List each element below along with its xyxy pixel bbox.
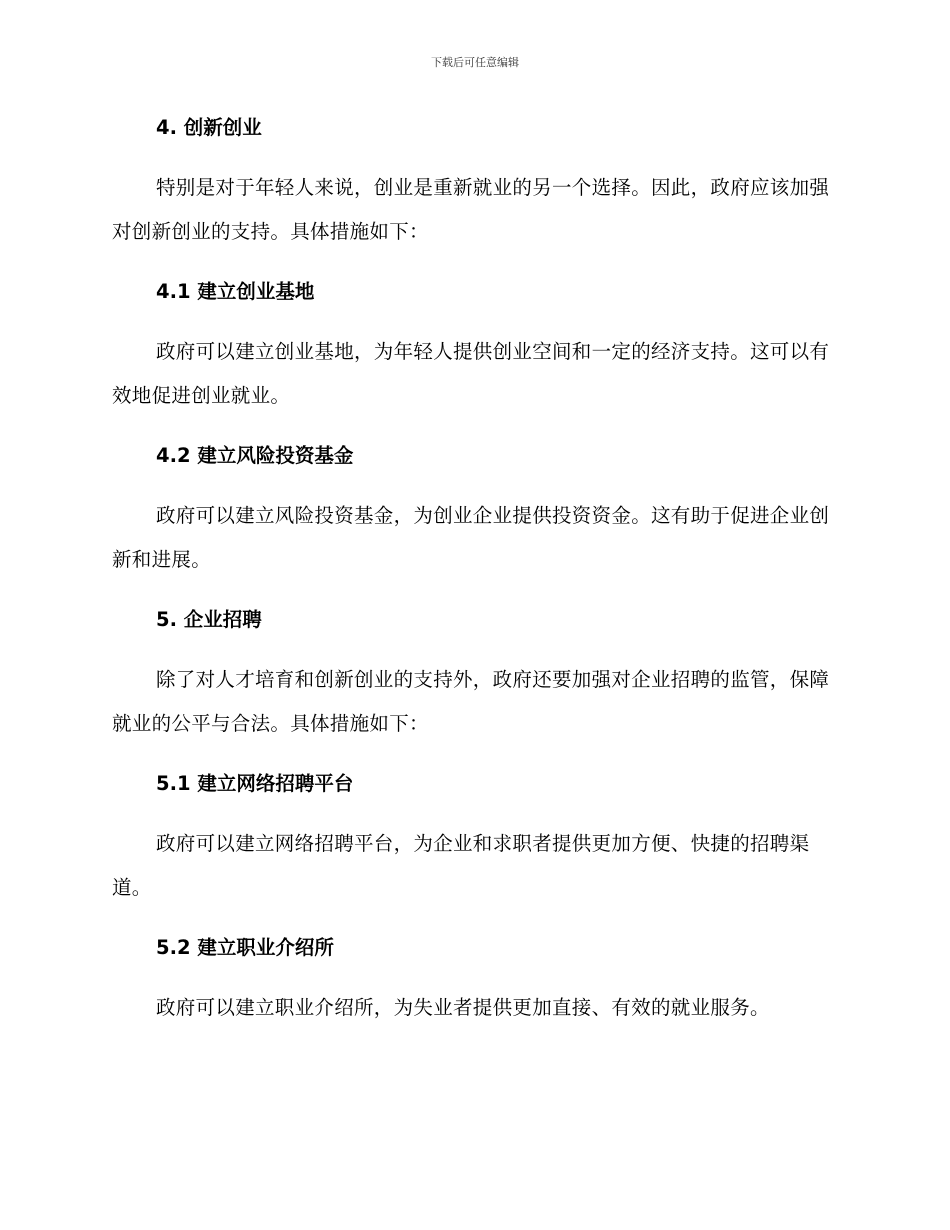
- section-heading-4-2: 4.2 建立风险投资基金: [156, 444, 354, 467]
- section-4-2-paragraph: 政府可以建立风险投资基金，为创业企业提供投资资金。这有助于促进企业创新和进展。: [112, 504, 830, 571]
- section-4-paragraph: 特别是对于年轻人来说，创业是重新就业的另一个选择。因此，政府应该加强对创新创业的支持。具体措施如下：: [112, 176, 830, 243]
- section-heading-4: 4. 创新创业: [156, 116, 262, 139]
- section-heading-4-1: 4.1 建立创业基地: [156, 280, 315, 303]
- section-4-1-paragraph: 政府可以建立创业基地，为年轻人提供创业空间和一定的经济支持。这可以有效地促进创业就业。: [112, 340, 830, 407]
- section-heading-5: 5. 企业招聘: [156, 608, 262, 631]
- section-heading-5-1: 5.1 建立网络招聘平台: [156, 772, 354, 795]
- document-body: [112, 106, 832, 1046]
- section-heading-5-2: 5.2 建立职业介绍所: [156, 936, 334, 959]
- page-header: 下载后可任意编辑: [431, 56, 519, 69]
- section-5-2-paragraph: 政府可以建立职业介绍所，为失业者提供更加直接、有效的就业服务。: [156, 996, 770, 1019]
- section-5-paragraph: 除了对人才培育和创新创业的支持外，政府还要加强对企业招聘的监管，保障就业的公平与合法。具体措施如下：: [112, 668, 830, 735]
- section-5-1-paragraph: 政府可以建立网络招聘平台，为企业和求职者提供更加方便、快捷的招聘渠道。: [112, 832, 810, 899]
